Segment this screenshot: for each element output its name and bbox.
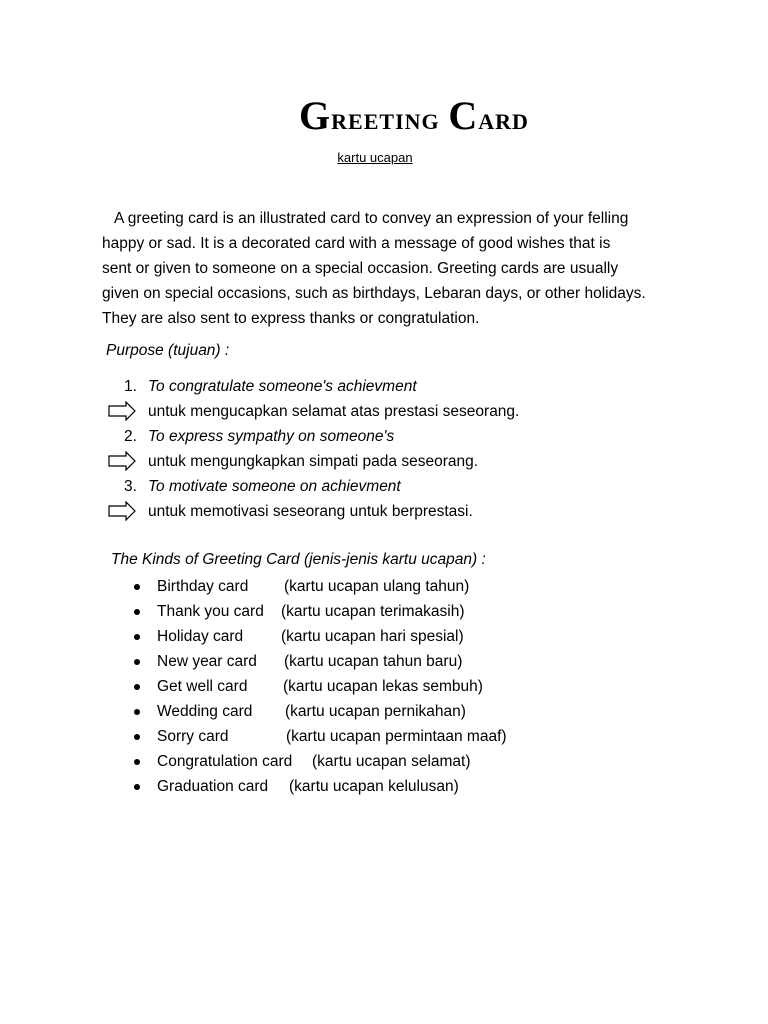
- bullet-icon: [134, 634, 140, 640]
- purpose-english: To express sympathy on someone's: [148, 428, 395, 445]
- bullet-icon: [134, 584, 140, 590]
- bullet-icon: [134, 784, 140, 790]
- card-kind-name: Congratulation card: [157, 753, 293, 770]
- card-kind-meaning: (kartu ucapan terimakasih): [281, 603, 465, 620]
- intro-paragraph: [102, 206, 692, 331]
- bullet-icon: [134, 609, 140, 615]
- page-subtitle: kartu ucapan: [337, 150, 413, 165]
- purpose-indonesian: untuk memotivasi seseorang untuk berprestasi.: [148, 503, 473, 520]
- card-kind-meaning: (kartu ucapan kelulusan): [289, 778, 459, 795]
- card-kind-name: Wedding card: [157, 703, 253, 720]
- bullet-icon: [134, 759, 140, 765]
- kinds-heading: The Kinds of Greeting Card (jenis-jenis kartu ucapan) :: [111, 551, 486, 568]
- purpose-english: To congratulate someone's achievment: [148, 378, 417, 395]
- purpose-english: To motivate someone on achievment: [148, 478, 401, 495]
- card-kind-meaning: (kartu ucapan tahun baru): [284, 653, 463, 670]
- title-initial-1: G: [299, 93, 332, 138]
- card-kind-meaning: (kartu ucapan ulang tahun): [284, 578, 470, 595]
- title-initial-2: C: [448, 93, 479, 138]
- card-kind-name: Holiday card: [157, 628, 244, 645]
- card-kind-meaning: (kartu ucapan hari spesial): [281, 628, 464, 645]
- card-kind-meaning: (kartu ucapan lekas sembuh): [283, 678, 483, 695]
- right-arrow-icon: [108, 501, 136, 521]
- card-kind-meaning: (kartu ucapan permintaan maaf): [286, 728, 507, 745]
- purpose-number: 1.: [124, 378, 137, 395]
- bullet-icon: [134, 709, 140, 715]
- card-kind-name: Thank you card: [157, 603, 264, 620]
- paragraph-line: A greeting card is an illustrated card to convey an expression of your felling: [114, 210, 629, 227]
- card-kind-meaning: (kartu ucapan selamat): [312, 753, 471, 770]
- right-arrow-icon: [108, 451, 136, 471]
- bullet-icon: [134, 659, 140, 665]
- card-kind-name: New year card: [157, 653, 257, 670]
- card-kind-name: Birthday card: [157, 578, 249, 595]
- paragraph-line: given on special occasions, such as birthdays, Lebaran days, or other holidays.: [102, 285, 646, 302]
- purpose-number: 2.: [124, 428, 137, 445]
- purpose-heading: Purpose (tujuan) :: [106, 342, 230, 359]
- card-kind-name: Graduation card: [157, 778, 269, 795]
- paragraph-line: They are also sent to express thanks or congratulation.: [102, 310, 480, 327]
- purpose-indonesian: untuk mengucapkan selamat atas prestasi seseorang.: [148, 403, 520, 420]
- card-kind-meaning: (kartu ucapan pernikahan): [285, 703, 466, 720]
- purpose-indonesian: untuk mengungkapkan simpati pada seseorang.: [148, 453, 479, 470]
- title-rest-2: ard: [478, 101, 529, 136]
- right-arrow-icon: [108, 401, 136, 421]
- card-kind-name: Sorry card: [157, 728, 229, 745]
- bullet-icon: [134, 684, 140, 690]
- bullet-icon: [134, 734, 140, 740]
- card-kind-name: Get well card: [157, 678, 248, 695]
- title-rest-1: reeting: [331, 101, 440, 136]
- page-title: [0, 92, 768, 139]
- paragraph-line: sent or given to someone on a special occasion. Greeting cards are usually: [102, 260, 619, 277]
- paragraph-line: happy or sad. It is a decorated card with a message of good wishes that is: [102, 235, 611, 252]
- purpose-number: 3.: [124, 478, 137, 495]
